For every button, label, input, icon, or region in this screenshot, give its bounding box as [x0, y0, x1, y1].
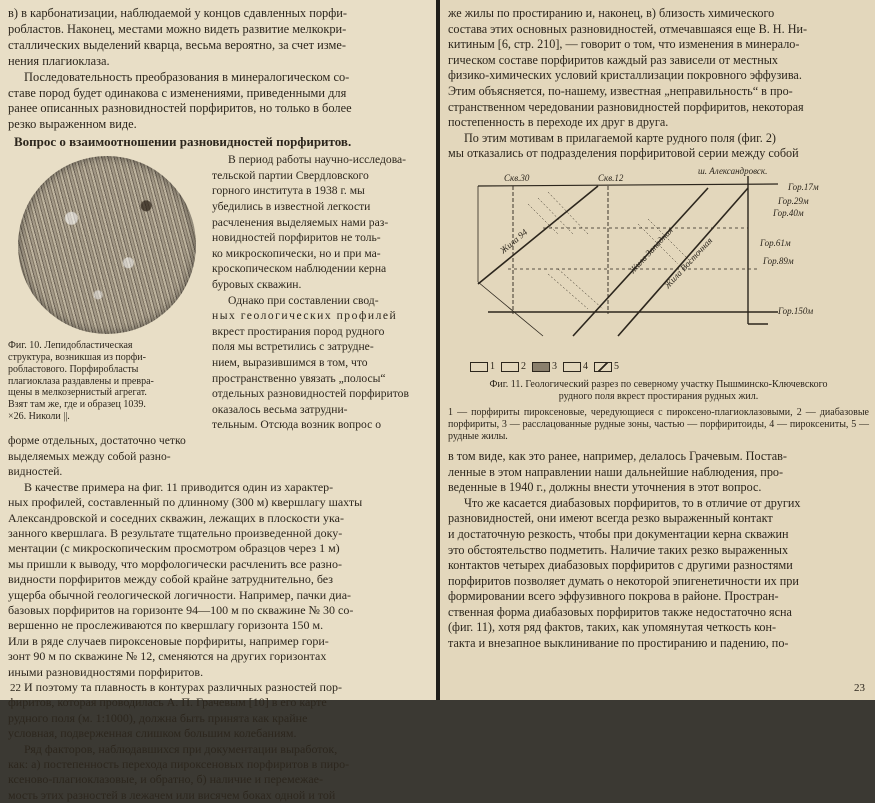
text-line: В качестве примера на фиг. 11 приводится один из характер-: [24, 479, 334, 494]
text-line: гическом составе порфиритов каждый раз зависели от местных: [448, 52, 779, 67]
text-line: ственная форма диабазовых порфиритов также недостаточно ясна: [448, 604, 792, 619]
text-line: Однако при составлении свод-: [228, 293, 379, 307]
horizon-label: Гор.40м: [773, 207, 804, 218]
text-line: же жилы по простиранию и, наконец, в) близость химического: [448, 6, 775, 20]
legend-swatch: [470, 362, 488, 372]
legend-label: 5: [614, 360, 619, 372]
text-line: ленные в этом направлении наши дальнейшие наблюдения, про-: [448, 464, 784, 479]
horizon-label: Гор.29м: [778, 195, 809, 206]
text-line: нения плагиоклаза.: [8, 53, 110, 68]
horizon-label: Гор.61м: [760, 237, 791, 248]
legend-swatch: [532, 362, 550, 372]
well-label: Скв.12: [598, 172, 624, 183]
vein-label: Жила Западная: [627, 225, 675, 276]
text-line: порфиритов позволяет думать о некоторой эпигенетичности их при: [448, 573, 799, 588]
text-line: иными разновидностями порфиритов.: [8, 664, 204, 679]
text-line: вкрест простирания пород рудного: [212, 324, 385, 338]
text-line: горного института в 1938 г. мы: [212, 184, 365, 198]
text-line: расчленения выделяемых нами раз-: [212, 215, 389, 229]
caption-line: ×26. Николи ||.: [8, 411, 70, 423]
text-line: выделяемых между собой разно-: [8, 449, 171, 463]
text-line: мы отказались от подразделения порфиритовой серии между собой: [448, 146, 799, 161]
text-line: тельской партии Свердловского: [212, 168, 369, 182]
caption-line: Взят там же, где и образец 1039.: [8, 399, 146, 411]
text-line: робластов. Наконец, местами можно видеть развитие мелкокри-: [8, 21, 347, 36]
right-after-figure: [448, 449, 869, 496]
figure-11-description: 1 — порфириты пироксеновые, чередующиеся с пироксено-плагиоклазовыми, 2 — диабазовые порфириты, 3 — расслацованные рудные зоны, частью — порфиритоиды, 4 — пироксениты, 5 — рудные жилы.: [448, 406, 869, 442]
text-line: Или в ряде случаев пироксеновые порфириты, например гори-: [8, 633, 329, 648]
legend-item: [532, 361, 557, 373]
caption-line: Фиг. 11. Геологический разрез по северному участку Пышминско-Ключевского: [489, 378, 828, 390]
geological-section-diagram: [448, 164, 869, 352]
left-page: [0, 0, 436, 802]
left-paragraph-2: [8, 70, 428, 134]
text-line: и достаточную резкость, чтобы при документации керна скважин: [448, 526, 789, 541]
text-line: физико-химических условий кристаллизации покровного эффузива.: [448, 68, 802, 83]
caption-line: плагиоклаза раздавлены и превра-: [8, 375, 154, 387]
text-line: ущерба обычной геологической логичности. Например, пачки диа-: [8, 587, 352, 602]
text-line: ставе пород будет одинакова с изменениями, приведенными для: [8, 85, 347, 100]
vein-label: Жила Восточная: [662, 235, 715, 291]
text-line: (фиг. 11), хотя ряд фактов, таких, как упомянутая четкость кон-: [448, 620, 777, 635]
text-line: отдельных разновидностей порфиритов: [212, 387, 409, 401]
text-line: китиным [6, стр. 210], — говорит о том, что изменения в минерало-: [448, 37, 800, 52]
right-page: [440, 0, 875, 700]
text-line: мы пришли к выводу, что морфологически расчленить все разно-: [8, 556, 342, 571]
text-line: видностей.: [8, 465, 63, 479]
text-line: как: а) постепенность перехода пироксеновых порфиритов в пиро-: [8, 757, 350, 772]
left-body-paragraph: [8, 480, 428, 680]
diagram-legend: [470, 361, 869, 373]
text-line: И поэтому та плавность в контурах различных разностей пор-: [24, 680, 342, 694]
text-line: странственном чередовании разновидностей порфиритов, некоторая: [448, 99, 804, 114]
text-line: ментации (с микроскопическим просмотром образцов через 1 м): [8, 541, 340, 556]
text-line: ных геологических профилей: [212, 309, 398, 323]
text-line: в том виде, как это ранее, например, делалось Грачевым. Постав-: [448, 448, 787, 463]
legend-swatch: [594, 362, 612, 372]
text-line: зонт 90 м по скважине № 12, сменяются на других горизонтах: [8, 649, 327, 664]
legend-item: [563, 361, 588, 373]
text-line: Этим объясняется, по-нашему, известная „неправильность“ в про-: [448, 83, 793, 98]
text-line: Александровской и соседних скважин, лежащих в плоскости ука-: [8, 510, 344, 525]
page-number: 22: [10, 682, 21, 694]
caption-line: структура, возникшая из порфи-: [8, 352, 146, 364]
right-paragraph-2: [448, 131, 869, 162]
text-line: резко выраженном виде.: [8, 117, 137, 132]
figure-11-caption: [448, 379, 869, 403]
text-line: сталлических выделений кварца, весьма вероятно, за счет изме-: [8, 37, 346, 52]
legend-label: 1: [490, 360, 495, 372]
text-line: оказалось весьма затрудни-: [212, 402, 348, 416]
text-line: мость этих разностей в лежачем или висячем боках одной и той: [8, 787, 336, 802]
text-line: постепенность в переходе их друг в друга.: [448, 115, 669, 130]
text-line: убедились в известной легкости: [212, 200, 371, 214]
figure-10-caption: [8, 340, 204, 423]
horizon-label: Гор.150м: [778, 305, 814, 316]
text-line: кроскопическом наблюдении керна: [212, 262, 387, 276]
legend-item: [501, 361, 526, 373]
legend-label: 2: [521, 360, 526, 372]
text-line: занного квершлага. В результате тщательно произведенной доку-: [8, 525, 343, 540]
legend-item: [594, 361, 619, 373]
text-line: вершенно не прослеживаются по квершлагу горизонта 150 м.: [8, 618, 324, 633]
text-line: разновидностей, они имеют всегда резко выраженный контакт: [448, 511, 773, 526]
text-line: базовых порфиритов на горизонте 94—100 м по скважине № 30 со-: [8, 602, 354, 617]
text-line: Что же касается диабазовых порфиритов, то в отличие от других: [464, 495, 801, 510]
caption-line: Фиг. 10. Лепидобластическая: [8, 340, 133, 352]
legend-swatch: [563, 362, 581, 372]
caption-line: робластового. Порфиробласты: [8, 363, 139, 375]
text-line: рудного поля (м. 1:1000), должна быть принята как крайне: [8, 710, 308, 725]
text-line: пространственно увязать „полосы“: [212, 371, 386, 385]
text-line: буровых скважин.: [212, 278, 302, 291]
text-line: веденные в 1940 г., должны внести уточнения в этот вопрос.: [448, 480, 762, 495]
text-line: ксеново-плагиоклазовые, и обратно, б) наличие и перемежае-: [8, 772, 323, 787]
text-line: ных профилей, составленный по длинному (300 м) квершлагу шахты: [8, 495, 363, 510]
right-top-paragraph: [448, 6, 869, 131]
section-heading: Вопрос о взаимоотношении разновидностей порфиритов.: [14, 134, 352, 150]
text-line: форме отдельных, достаточно четко: [8, 433, 186, 447]
legend-swatch: [501, 362, 519, 372]
text-line: ко микроскопически, но и при ма-: [212, 246, 381, 260]
text-line: такта и внезапное выклинивание по простиранию и падению, по-: [448, 636, 789, 651]
text-line: Ряд факторов, наблюдавшихся при документации выработок,: [24, 741, 338, 756]
text-line: новидностей порфиритов не толь-: [212, 231, 381, 245]
left-body-paragraph-3: [8, 742, 428, 803]
horizon-label: Гор.17м: [788, 181, 819, 192]
horizon-label: Гор.89м: [763, 255, 794, 266]
text-line: видности порфиритов между собой крайне затруднительно, без: [8, 572, 333, 587]
text-line: По этим мотивам в прилагаемой карте рудного поля (фиг. 2): [464, 130, 776, 145]
page-number: 23: [854, 682, 865, 694]
text-line: тельным. Отсюда возник вопрос о: [212, 418, 381, 432]
vein-label: Жила 94: [497, 226, 530, 256]
text-line: состава этих основных разновидностей, отмечавшаяся еще В. Н. Ни-: [448, 21, 808, 36]
right-body-paragraph: [448, 496, 869, 652]
legend-label: 3: [552, 360, 557, 372]
legend-item: [470, 361, 495, 373]
text-line: поля мы встретились с затрудне-: [212, 340, 374, 354]
shaft-label: ш. Александровск.: [698, 165, 768, 176]
micrograph-image: [18, 156, 196, 334]
text-line: ранее описанных разновидностей порфиритов, но только в более: [8, 101, 352, 116]
left-top-paragraph: [8, 6, 428, 70]
legend-label: 4: [583, 360, 588, 372]
caption-line: щены в мелкозернистый агрегат.: [8, 387, 147, 399]
caption-line: рудного поля вкрест простирания рудных жил.: [558, 390, 759, 402]
text-line: формировании всего эффузивного покрова в районе. Простран-: [448, 589, 779, 604]
left-body-paragraph-2: [8, 680, 428, 742]
text-line: фиритов, которая проводилась А. П. Грачевым [10] в его карте: [8, 695, 327, 710]
text-line: в) в карбонатизации, наблюдаемой у концов сдавленных порфи-: [8, 6, 348, 20]
text-line: это обстоятельство подметить. Наличие таких резко выраженных: [448, 542, 789, 557]
well-label: Скв.30: [504, 172, 530, 183]
text-line: контактов четырех диабазовых порфиритов с другими разностями: [448, 558, 793, 573]
text-line: В период работы научно-исследова-: [228, 153, 407, 167]
text-line: условная, подверженная слишком большим колебаниям.: [8, 726, 297, 741]
surface-line: [478, 184, 778, 186]
text-line: нием, выразившимся в том, что: [212, 355, 368, 369]
text-line: Последовательность преобразования в минералогическом со-: [24, 69, 350, 84]
figure-10: [8, 154, 204, 423]
